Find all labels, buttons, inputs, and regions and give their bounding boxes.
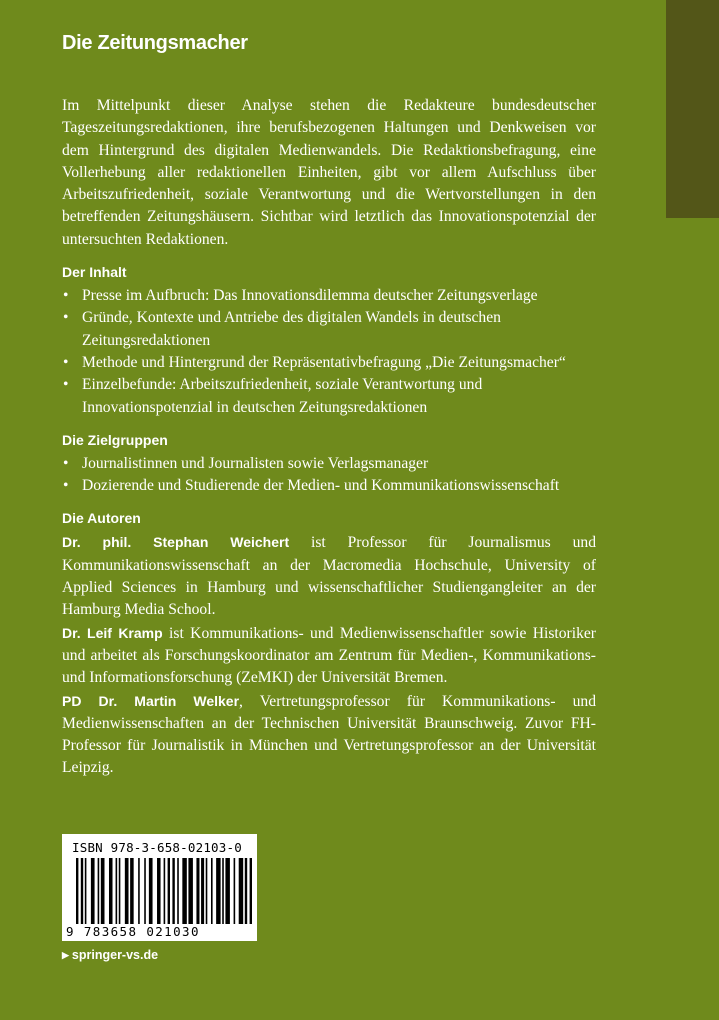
barcode-bar (130, 858, 134, 924)
barcode-bar (201, 858, 204, 924)
author-bio-weichert (62, 531, 596, 621)
barcode-bar (125, 858, 129, 924)
website-url: springer-vs.de (71, 948, 159, 962)
barcode-bar (157, 858, 161, 924)
author-text: ist Professor für Journalismus und Kommunikationswissenschaft an der Macromedia Hochschule, University of Applied Sciences in Hamburg und wissenschaftlicher Studiengangleiter an der Hamburg Media School. (62, 534, 596, 619)
barcode-bar (138, 858, 140, 924)
barcode-bar (144, 858, 146, 924)
isbn-barcode (62, 834, 257, 941)
barcode-bar (168, 858, 170, 924)
back-cover-text (62, 95, 596, 780)
arrow-right-icon: ▶ (62, 949, 69, 960)
barcode-bar (116, 858, 118, 924)
barcode-bar (101, 858, 105, 924)
list-item: • Einzelbefunde: Arbeitszufriedenheit, soziale Verantwortung und Innovationspotenzial in deutschen Zeitungsredaktionen (62, 374, 596, 419)
barcode-bar (234, 858, 236, 924)
barcode-bars (76, 858, 252, 924)
barcode-bar (91, 858, 95, 924)
barcode-digits: 9 783658 021030 (66, 924, 200, 939)
barcode-bar (85, 858, 87, 924)
list-item: • Dozierende und Studierende der Medien- und Kommunikationswissenschaft (62, 475, 596, 497)
author-bio-kramp (62, 622, 596, 690)
barcode-bar (149, 858, 153, 924)
list-item: • Journalistinnen und Journalisten sowie Verlagsmanager (62, 453, 596, 475)
barcode-bar (109, 858, 113, 924)
barcode-bar (177, 858, 179, 924)
page-title: Die Zeitungsmacher (62, 32, 248, 54)
website-link[interactable] (62, 948, 158, 962)
zielgruppen-list (62, 453, 596, 498)
author-name: PD Dr. Martin Welker (62, 692, 240, 709)
list-item: • Methode und Hintergrund der Repräsentativbefragung „Die Zeitungsmacher“ (62, 352, 596, 374)
autoren-heading: Die Autoren (62, 510, 141, 527)
barcode-bar (76, 858, 78, 924)
barcode-bar (164, 858, 166, 924)
isbn-label: ISBN 978-3-658-02103-0 (72, 840, 242, 855)
list-item: • Gründe, Kontexte und Antriebe des digitalen Wandels in deutschen Zeitungsredaktionen (62, 307, 596, 352)
barcode-bar (245, 858, 247, 924)
list-item: • Presse im Aufbruch: Das Innovationsdilemma deutscher Zeitungsverlage (62, 285, 596, 307)
barcode-bar (98, 858, 100, 924)
barcode-bar (119, 858, 121, 924)
author-text: ist Kommunikations- und Medienwissenschaftler sowie Historiker und arbeitet als Forschungskoordinator am Zentrum für Medien-, Kommunikations- und Informationsforschung (ZeMKI) der Universität Bremen. (62, 624, 596, 687)
inhalt-list (62, 285, 596, 419)
barcode-bar (250, 858, 252, 924)
zielgruppen-heading: Die Zielgruppen (62, 431, 168, 448)
barcode-bar (216, 858, 220, 924)
author-text: , Vertretungsprofessor für Kommunikations- und Medienwissenschaften an der Technischen Universität Braunschweig. Zuvor FH-Professor für Journalistik in München und Vertretungsprofessor an der Universität Leipzig. (62, 692, 596, 777)
barcode-bar (188, 858, 192, 924)
barcode-bar (222, 858, 224, 924)
inhalt-heading: Der Inhalt (62, 264, 127, 281)
author-name: Dr. Leif Kramp (62, 624, 163, 641)
barcode-bar (206, 858, 208, 924)
barcode-bar (239, 858, 243, 924)
barcode-bar (172, 858, 174, 924)
author-bio-welker (62, 690, 596, 780)
barcode-bar (182, 858, 186, 924)
author-name: Dr. phil. Stephan Weichert (62, 534, 290, 551)
barcode-bar (196, 858, 199, 924)
barcode-bar (211, 858, 213, 924)
intro-paragraph: Im Mittelpunkt dieser Analyse stehen die Redakteure bundesdeutscher Tageszeitungsredaktionen, ihre berufsbezogenen Haltungen und Denkweisen vor dem Hintergrund des digitalen Medienwandels. Die Redaktionsbefragung, eine Vollerhebung aller redaktionellen Einheiten, gibt vor allem Aufschluss über Arbeitszufriedenheit, soziale Verantwortung und die Wertvorstellungen in den betreffenden Zeitungshäusern. Sichtbar wird letztlich das Innovationspotenzial der untersuchten Redaktionen. (62, 97, 596, 248)
barcode-bar (225, 858, 229, 924)
barcode-bar (81, 858, 83, 924)
accent-tab (666, 0, 719, 218)
